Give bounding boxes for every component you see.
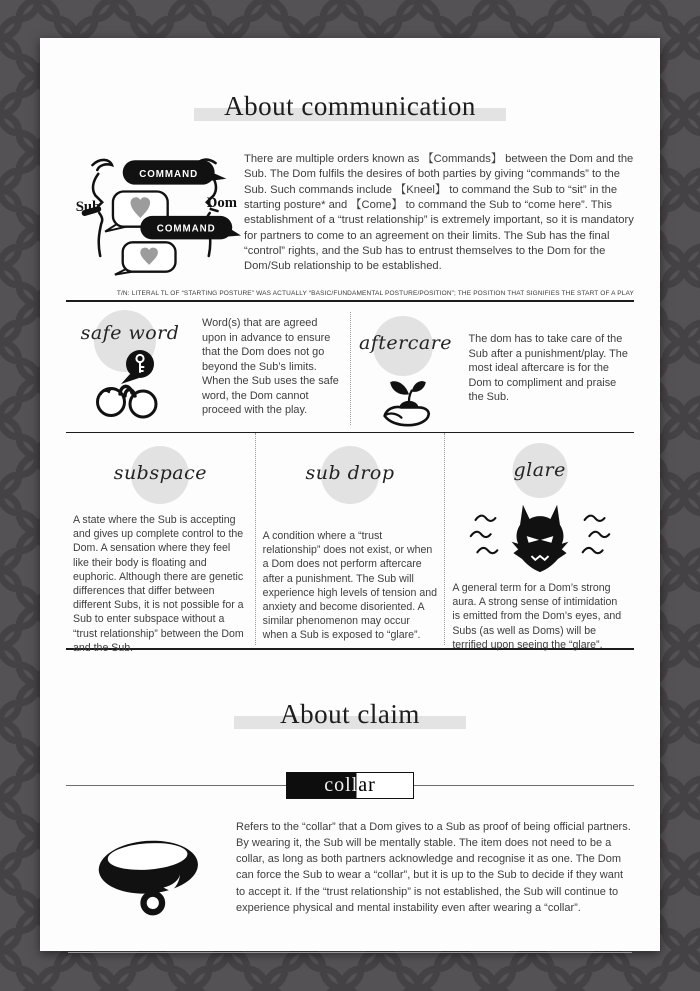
key-speech-bubble-icon bbox=[121, 350, 154, 384]
footer-rule bbox=[68, 952, 632, 953]
heart-bubble-icon bbox=[115, 242, 176, 274]
command-bubble-icon bbox=[140, 216, 241, 239]
dotted-divider bbox=[350, 312, 351, 425]
term-aftercare bbox=[353, 308, 635, 429]
pinky-promise-icon bbox=[92, 348, 164, 420]
term-safe-word bbox=[66, 308, 348, 429]
aftercare-text: The dom has to take care of the Sub after a punishment/play. The most ideal aftercare is for the Dom to compliment and praise the Sub. bbox=[468, 333, 628, 403]
collar-illustration bbox=[94, 825, 206, 926]
glare-text: A general term for a Dom’s strong aura. A strong sense of intimidation is emitted from the Dom’s eyes, and Subs (as well as Doms) will be terrified upon seeing the “glare”. bbox=[452, 582, 622, 651]
wolf-head bbox=[511, 505, 568, 572]
term-title-safe-word: safe word bbox=[80, 322, 180, 344]
glare-illustration bbox=[452, 501, 627, 580]
sub-drop-text: A condition where a “trust relationship” does not exist, or when a Dom does not perform aftercare after a punishment. The Sub will experience high levels of tension and anxiety and become disoriented. A similar phenomenon may occur when a Sub is exposed to “glare”. bbox=[262, 530, 437, 642]
communication-section-title bbox=[66, 88, 634, 124]
collar-label: collar bbox=[324, 774, 376, 796]
term-sub-drop bbox=[255, 433, 445, 645]
collar-paragraph: Refers to the “collar” that a Dom gives to a Sub as proof of being official partners. By wearing it, the Sub will be mentally stable. The item does not need to be a collar, as long as both partners acknowledge and recognise it as one. The Dom can force the Sub to wear a “collar”, but it is up to the Sub to decide if they want to accept it. If the “trust relationship” is not established, the Sub will continue to experience physical and mental instability even after wearing a “collar”. bbox=[236, 821, 631, 914]
term-subspace bbox=[66, 433, 255, 654]
safe-word-visual bbox=[66, 308, 194, 429]
collar-ring bbox=[143, 893, 163, 913]
document-page bbox=[40, 38, 660, 951]
subspace-text: A state where the Sub is accepting and gives up complete control to the Dom. A sensation where they feel like their body is floating and euphoric. Although there are genetic differences that differ between different Subs, it is not possible for a Sub to enter subspace without a “trust relationship” between the Dom and the Sub. bbox=[73, 514, 244, 654]
term-glare bbox=[444, 433, 634, 651]
term-title-aftercare: aftercare bbox=[358, 332, 453, 354]
aftercare-visual bbox=[353, 308, 459, 429]
section-title-text: About communication bbox=[224, 91, 476, 121]
wolf-icon bbox=[464, 501, 616, 575]
term-title-sub-drop: sub drop bbox=[305, 462, 395, 484]
dom-sub-illustration bbox=[66, 148, 242, 283]
communication-paragraph: There are multiple orders known as 【Commands】 between the Dom and the Sub. The Dom fulfils the desires of both parties by giving “commands” to the Sub. Such commands include 【Kneel】 to command the Sub to “sit” in the starting posture* and 【Come】 to command the Sub to “come here”. This establishment of a “trust relationship” is extremely important, so it is mandatory for partners to come to an agreement on their limits. The Sub has the final “control” rights, and the Sub has to entrust themselves to the Dom for the Dom/Sub relationship to be established. bbox=[244, 153, 634, 273]
subspace-badge bbox=[73, 446, 248, 508]
terms-row-two bbox=[66, 302, 634, 429]
command-label: COMMAND bbox=[139, 168, 199, 180]
hand-sprout-icon bbox=[379, 370, 437, 428]
collar-label-box bbox=[286, 772, 414, 799]
term-title-glare: glare bbox=[513, 459, 566, 481]
sub-label: Sub bbox=[75, 199, 101, 216]
command-bubble-icon bbox=[123, 160, 227, 184]
terms-row-three bbox=[66, 433, 634, 654]
rule-line bbox=[66, 785, 286, 787]
command-label: COMMAND bbox=[156, 223, 216, 235]
translator-note: T/N: LITERAL TL OF “STARTING POSTURE” WAS ACTUALLY “BASIC/FUNDAMENTAL POSTURE/POSITION”; THE POSITION THAT SIGNIFIES THE START OF A PLAY bbox=[116, 290, 634, 297]
collar-row bbox=[66, 819, 634, 926]
dom-label: Dom bbox=[206, 195, 237, 212]
safe-word-text: Word(s) that are agreed upon in advance to ensure that the Dom does not go beyond the Sub’s limits. When the Sub uses the safe word, the Dom cannot proceed with the play. bbox=[202, 317, 339, 416]
speech-bubbles-illustration bbox=[66, 148, 242, 278]
term-title-subspace: subspace bbox=[113, 462, 207, 484]
sub-drop-badge bbox=[263, 446, 438, 508]
claim-section-title bbox=[66, 696, 634, 732]
glare-badge bbox=[452, 443, 627, 499]
rule-line bbox=[414, 785, 634, 787]
collar-heading-rule bbox=[66, 772, 634, 799]
communication-row bbox=[66, 148, 634, 283]
collar-icon bbox=[94, 825, 206, 921]
section-title-text: About claim bbox=[280, 699, 420, 729]
